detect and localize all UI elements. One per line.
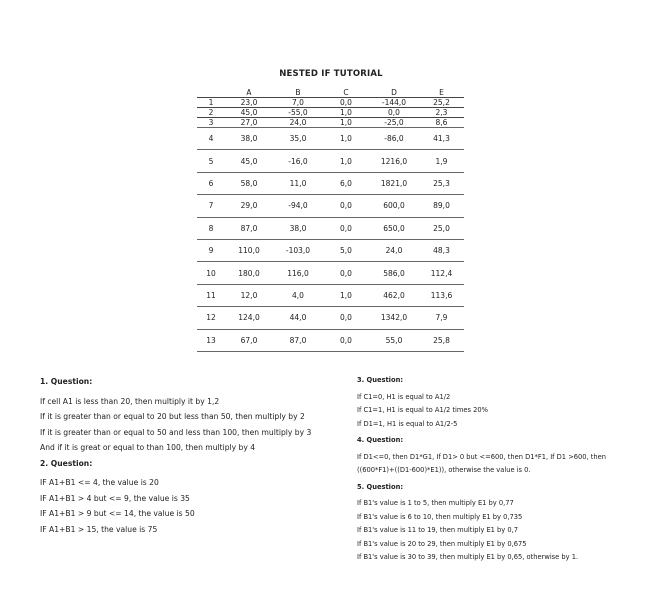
cell-e: 2,3 bbox=[419, 108, 464, 118]
cell-b: 7,0 bbox=[273, 98, 323, 108]
table-row bbox=[197, 172, 464, 194]
cell-e: 25,3 bbox=[419, 172, 464, 194]
row-number: 5 bbox=[197, 150, 225, 172]
cell-d: -144,0 bbox=[369, 98, 419, 108]
cell-d: 55,0 bbox=[369, 329, 419, 351]
question-heading: 3. Question: bbox=[357, 376, 404, 384]
question-line: If B1's value is 20 to 29, then multiply E1 by 0,675 bbox=[357, 539, 527, 548]
questions-left bbox=[40, 374, 311, 537]
question-line: IF A1+B1 > 9 but <= 14, the value is 50 bbox=[40, 509, 195, 518]
cell-c: 0,0 bbox=[323, 98, 369, 108]
cell-e: 25,2 bbox=[419, 98, 464, 108]
cell-d: 1342,0 bbox=[369, 307, 419, 329]
cell-b: 4,0 bbox=[273, 284, 323, 306]
cell-b: 24,0 bbox=[273, 118, 323, 128]
row-number: 7 bbox=[197, 195, 225, 217]
row-number: 6 bbox=[197, 172, 225, 194]
cell-e: 112,4 bbox=[419, 262, 464, 284]
cell-d: 24,0 bbox=[369, 239, 419, 261]
question-line: If B1's value is 11 to 19, then multiply E1 by 0,7 bbox=[357, 526, 519, 534]
cell-b: 44,0 bbox=[273, 307, 323, 329]
question-heading: 1. Question: bbox=[40, 377, 93, 386]
cell-e: 1,9 bbox=[419, 150, 464, 172]
table-row bbox=[197, 150, 464, 172]
question-line: If B1's value is 1 to 5, then multiply E1 by 0,77 bbox=[357, 499, 514, 507]
question-line: If B1's value is 30 to 39, then multiply E1 by 0,65, otherwise by 1. bbox=[357, 553, 579, 561]
question-line: If C1=1, H1 is equal to A1/2 times 20% bbox=[357, 406, 488, 414]
cell-c: 0,0 bbox=[323, 307, 369, 329]
table-row bbox=[197, 118, 464, 128]
cell-a: 87,0 bbox=[225, 217, 273, 239]
cell-a: 23,0 bbox=[225, 98, 273, 108]
row-number: 3 bbox=[197, 118, 225, 128]
cell-c: 1,0 bbox=[323, 128, 369, 150]
cell-a: 45,0 bbox=[225, 150, 273, 172]
cell-a: 29,0 bbox=[225, 195, 273, 217]
table-row bbox=[197, 108, 464, 118]
table-row bbox=[197, 239, 464, 261]
cell-b: -94,0 bbox=[273, 195, 323, 217]
page-title: NESTED IF TUTORIAL bbox=[279, 69, 383, 79]
cell-d: 0,0 bbox=[369, 108, 419, 118]
cell-c: 5,0 bbox=[323, 239, 369, 261]
cell-a: 180,0 bbox=[225, 262, 273, 284]
cell-b: -55,0 bbox=[273, 108, 323, 118]
cell-c: 0,0 bbox=[323, 217, 369, 239]
cell-a: 27,0 bbox=[225, 118, 273, 128]
question-line: If D1=1, H1 is equal to A1/2-5 bbox=[357, 419, 458, 428]
cell-e: 25,0 bbox=[419, 217, 464, 239]
question-heading: 2. Question: bbox=[40, 458, 93, 468]
row-number: 11 bbox=[197, 284, 225, 306]
cell-a: 110,0 bbox=[225, 239, 273, 261]
row-number: 1 bbox=[197, 98, 225, 108]
cell-a: 12,0 bbox=[225, 284, 273, 306]
row-number: 4 bbox=[197, 128, 225, 150]
row-number: 9 bbox=[197, 239, 225, 261]
question-line: If B1's value is 6 to 10, then multiply E1 by 0,735 bbox=[357, 512, 523, 521]
table-row bbox=[197, 284, 464, 306]
cell-c: 1,0 bbox=[323, 150, 369, 172]
cell-b: 116,0 bbox=[273, 262, 323, 284]
cell-e: 41,3 bbox=[419, 128, 464, 150]
table-row bbox=[197, 329, 464, 351]
cell-d: 1216,0 bbox=[369, 150, 419, 172]
cell-a: 67,0 bbox=[225, 329, 273, 351]
cell-e: 113,6 bbox=[419, 284, 464, 306]
cell-d: 650,0 bbox=[369, 217, 419, 239]
cell-d: 586,0 bbox=[369, 262, 419, 284]
question-line: If C1=0, H1 is equal to A1/2 bbox=[357, 392, 451, 401]
cell-a: 38,0 bbox=[225, 128, 273, 150]
column-header: D bbox=[369, 88, 419, 98]
row-number: 2 bbox=[197, 108, 225, 118]
row-number: 10 bbox=[197, 262, 225, 284]
question-line: And if it is great or equal to than 100, then multiply by 4 bbox=[40, 443, 256, 452]
cell-c: 1,0 bbox=[323, 284, 369, 306]
question-line: IF A1+B1 <= 4, the value is 20 bbox=[40, 478, 159, 487]
cell-e: 7,9 bbox=[419, 307, 464, 329]
question-line: If D1<=0, then D1*G1, If D1> 0 but <=600, then D1*F1, If D1 >600, then bbox=[357, 452, 607, 461]
cell-a: 45,0 bbox=[225, 108, 273, 118]
table-header-row bbox=[197, 88, 464, 98]
table-row bbox=[197, 307, 464, 329]
row-number-header bbox=[197, 88, 225, 98]
table-row bbox=[197, 98, 464, 108]
table-row bbox=[197, 217, 464, 239]
cell-b: -16,0 bbox=[273, 150, 323, 172]
question-line: If cell A1 is less than 20, then multiply it by 1,2 bbox=[40, 396, 220, 406]
column-header: E bbox=[419, 88, 464, 98]
question-line: If it is greater than or equal to 20 but less than 50, then multiply by 2 bbox=[40, 412, 305, 421]
cell-d: 1821,0 bbox=[369, 172, 419, 194]
data-table bbox=[197, 88, 464, 352]
question-heading: 5. Question: bbox=[357, 482, 404, 491]
cell-b: 35,0 bbox=[273, 128, 323, 150]
column-header: B bbox=[273, 88, 323, 98]
cell-a: 124,0 bbox=[225, 307, 273, 329]
cell-c: 0,0 bbox=[323, 262, 369, 284]
cell-d: -86,0 bbox=[369, 128, 419, 150]
cell-b: -103,0 bbox=[273, 239, 323, 261]
row-number: 13 bbox=[197, 329, 225, 351]
cell-a: 58,0 bbox=[225, 172, 273, 194]
cell-d: 462,0 bbox=[369, 284, 419, 306]
question-heading: 4. Question: bbox=[357, 436, 404, 444]
questions-right bbox=[357, 374, 606, 565]
question-line: If it is greater than or equal to 50 and less than 100, then multiply by 3 bbox=[40, 427, 312, 437]
question-line: IF A1+B1 > 15, the value is 75 bbox=[40, 524, 158, 534]
cell-e: 48,3 bbox=[419, 239, 464, 261]
cell-e: 25,8 bbox=[419, 329, 464, 351]
cell-b: 87,0 bbox=[273, 329, 323, 351]
cell-b: 11,0 bbox=[273, 172, 323, 194]
cell-c: 1,0 bbox=[323, 118, 369, 128]
row-number: 8 bbox=[197, 217, 225, 239]
question-line: IF A1+B1 > 4 but <= 9, the value is 35 bbox=[40, 493, 190, 503]
table-row bbox=[197, 262, 464, 284]
column-header: A bbox=[225, 88, 273, 98]
cell-c: 0,0 bbox=[323, 329, 369, 351]
cell-c: 1,0 bbox=[323, 108, 369, 118]
cell-d: -25,0 bbox=[369, 118, 419, 128]
cell-e: 8,6 bbox=[419, 118, 464, 128]
row-number: 12 bbox=[197, 307, 225, 329]
cell-b: 38,0 bbox=[273, 217, 323, 239]
cell-c: 6,0 bbox=[323, 172, 369, 194]
cell-d: 600,0 bbox=[369, 195, 419, 217]
question-line: ((600*F1)+((D1-600)*E1)), otherwise the value is 0. bbox=[357, 466, 531, 474]
table-row bbox=[197, 195, 464, 217]
table-row bbox=[197, 128, 464, 150]
cell-e: 89,0 bbox=[419, 195, 464, 217]
cell-c: 0,0 bbox=[323, 195, 369, 217]
column-header: C bbox=[323, 88, 369, 98]
